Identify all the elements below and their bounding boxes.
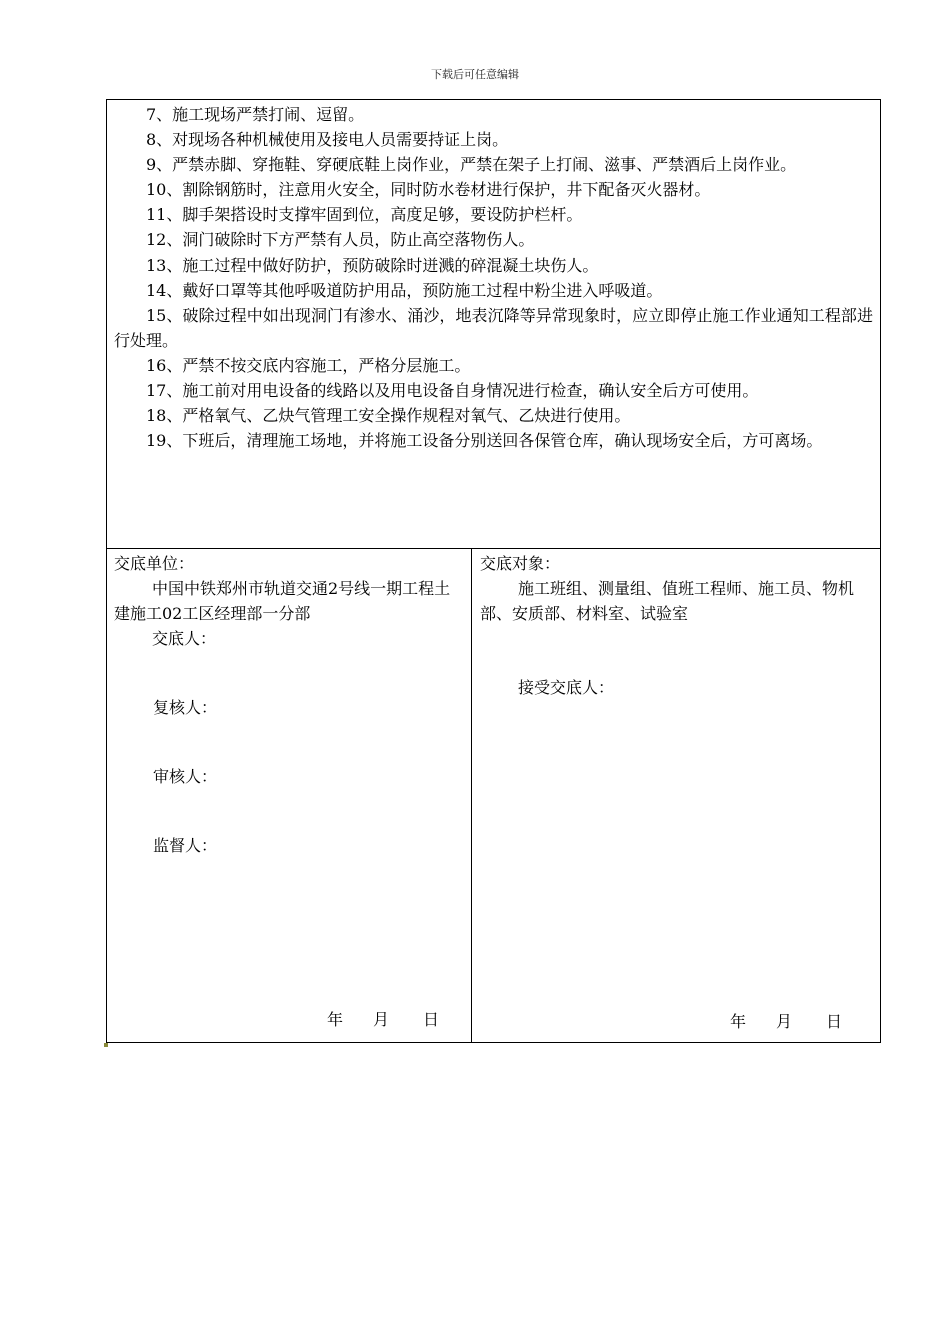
rule-item: 12、洞门破除时下方严禁有人员，防止高空落物伤人。 [146,230,535,250]
date-year: 年 [730,1012,747,1031]
rule-item: 15、破除过程中如出现洞门有渗水、涌沙，地表沉降等异常现象时，应立即停止施工作业通知工程部进行处理。 [114,305,873,350]
rule-item: 16、严禁不按交底内容施工，严格分层施工。 [146,355,471,375]
right-date [730,1009,842,1032]
rule-item: 9、严禁赤脚、穿拖鞋、穿硬底鞋上岗作业，严禁在架子上打闹、滋事、严禁酒后上岗作业。 [146,155,797,175]
auditor-label: 审核人： [153,767,218,786]
target-text: 施工班组、测量组、值班工程师、施工员、物机部、安质部、材料室、试验室 [480,579,855,623]
disclosure-target-cell [472,549,880,1042]
left-date [327,1007,439,1030]
rule-item: 14、戴好口罩等其他呼吸道防护用品，预防施工过程中粉尘进入呼吸道。 [146,280,663,300]
disclosing-unit-cell [107,549,472,1042]
reviewer-label: 复核人： [153,698,218,717]
date-month: 月 [776,1012,793,1031]
rule-item: 8、对现场各种机械使用及接电人员需要持证上岗。 [146,130,509,150]
rule-item: 11、脚手架搭设时支撑牢固到位，高度足够，要设防护栏杆。 [146,205,583,225]
safety-rules-cell [107,100,880,549]
discloser-label: 交底人： [152,629,217,648]
rule-item: 10、割除钢筋时，注意用火安全，同时防水卷材进行保护，井下配备灭火器材。 [146,180,711,200]
rule-item: 7、施工现场严禁打闹、逗留。 [146,105,365,124]
receiver-label: 接受交底人： [518,678,615,697]
page-header-note: 下载后可任意编辑 [431,68,519,81]
rule-item: 19、下班后，清理施工场地，并将施工设备分别送回各保管仓库，确认现场安全后，方可离场。 [146,431,823,451]
rule-item: 13、施工过程中做好防护，预防破除时迸溅的碎混凝土块伤人。 [146,255,599,275]
unit-label: 交底单位： [114,554,195,573]
date-day: 日 [423,1010,440,1029]
target-label: 交底对象： [480,554,561,573]
date-day: 日 [826,1012,843,1031]
supervisor-label: 监督人： [153,836,218,855]
disclosure-table [106,99,881,1043]
table-corner-marker [104,1043,108,1047]
rule-item: 17、施工前对用电设备的线路以及用电设备自身情况进行检查，确认安全后方可使用。 [146,381,759,401]
date-month: 月 [373,1010,390,1029]
date-year: 年 [327,1010,344,1029]
rule-item: 18、严格氧气、乙炔气管理工安全操作规程对氧气、乙炔进行使用。 [146,406,631,426]
unit-name: 中国中铁郑州市轨道交通2号线一期工程土建施工02工区经理部一分部 [114,579,451,623]
